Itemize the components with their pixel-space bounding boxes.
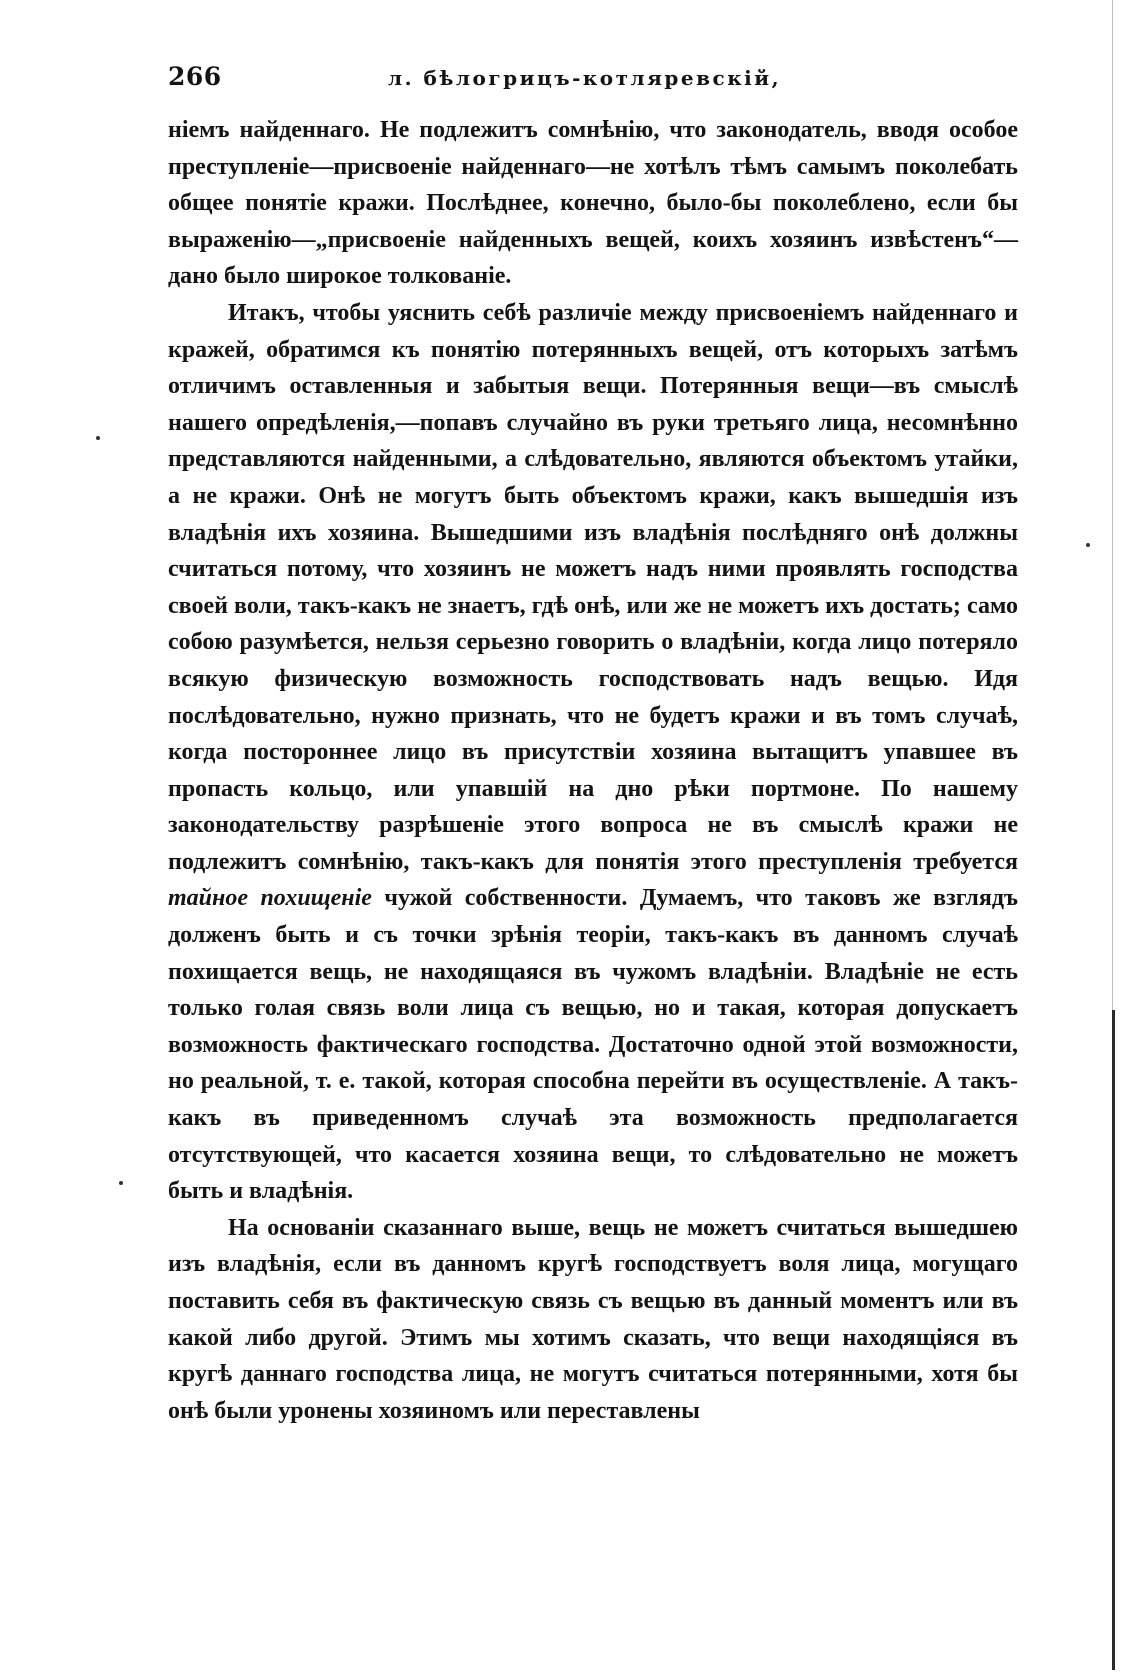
scan-speck	[1086, 543, 1090, 547]
page-body	[168, 112, 1018, 1429]
paragraph-1	[168, 112, 1018, 295]
paragraph-2-text: Итакъ, чтобы уяснить себѣ различіе между присвоеніемъ найденнаго и кражей, обратимся къ понятію потерянныхъ вещей, отъ которыхъ затѣмъ отличимъ оставленныя и забытыя вещи. Потерянныя вещи—въ смыслѣ нашего опредѣленія,—попавъ случайно въ руки третьяго лица, несомнѣнно представляются найденными, а слѣдовательно, являются объектомъ утайки, а не кражи. Онѣ не могутъ быть объектомъ кражи, какъ вышедшія изъ владѣнія ихъ хозяина. Вышедшими изъ владѣнія послѣдняго онѣ должны считаться потому, что хозяинъ не можетъ надъ ними проявлять господства своей воли, такъ-какъ не знаетъ, гдѣ онѣ, или же не можетъ ихъ достать; само собою разумѣется, нельзя серьезно говорить о владѣніи, когда лицо потеряло всякую физическую возможность господствовать надъ вещью. Идя послѣдовательно, нужно признать, что не будетъ кражи и въ томъ случаѣ, когда постороннее лицо въ присутствіи хозяина вытащитъ упавшее въ пропасть кольцо, или упавшій на дно рѣки портмоне. По нашему законодательству разрѣшеніе этого вопроса не въ смыслѣ кражи не подлежитъ сомнѣнію, такъ-какъ для понятія этого преступленія требуется	[168, 299, 1018, 875]
running-head: л. бѣлогрицъ-котляревскій,	[388, 66, 782, 90]
scan-speck	[119, 1181, 123, 1185]
page-number: 266	[168, 62, 222, 91]
page-header	[168, 62, 1018, 112]
paragraph-3	[168, 1210, 1018, 1430]
paragraph-2-italic-phrase: тайное похищеніе	[168, 885, 372, 912]
paragraph-2	[168, 295, 1018, 1210]
book-page	[168, 62, 1018, 1429]
scan-edge-line-light	[1112, 0, 1113, 1010]
paragraph-3-text: На основаніи сказаннаго выше, вещь не можетъ считаться вышедшею изъ владѣнія, если въ данномъ кругѣ господствуетъ воля лица, могущаго поставить себя въ фактическую связь съ вещью въ данный моментъ или въ какой либо другой. Этимъ мы хотимъ сказать, что вещи находящіяся въ кругѣ даннаго господства лица, не могутъ считаться потерянными, хотя бы онѣ были уронены хозяиномъ или переставлены	[168, 1214, 1018, 1424]
paragraph-1-text: ніемъ найденнаго. Не подлежитъ сомнѣнію, что законодатель, вводя особое преступленіе—присвоеніе найденнаго—не хотѣлъ тѣмъ самымъ поколебать общее понятіе кражи. Послѣднее, конечно, было-бы поколеблено, если бы выраженію—„присвоеніе найденныхъ вещей, коихъ хозяинъ извѣстенъ“—дано было широкое толкованіе.	[168, 117, 1018, 290]
scan-edge-line-dark	[1112, 1010, 1115, 1670]
scan-speck	[96, 436, 100, 440]
paragraph-2-text-after: чужой собственности. Думаемъ, что таковъ же взглядъ долженъ быть и съ точки зрѣнія теоріи, такъ-какъ въ данномъ случаѣ похищается вещь, не находящаяся въ чужомъ владѣніи. Владѣніе не есть только голая связь воли лица съ вещью, но и такая, которая допускаетъ возможность фактическаго господства. Достаточно одной этой возможности, но реальной, т. е. такой, которая способна перейти въ осуществленіе. А такъ-какъ въ приведенномъ случаѣ эта возможность предполагается отсутствующей, что касается хозяина вещи, то слѣдовательно не можетъ быть и владѣнія.	[168, 885, 1019, 1205]
